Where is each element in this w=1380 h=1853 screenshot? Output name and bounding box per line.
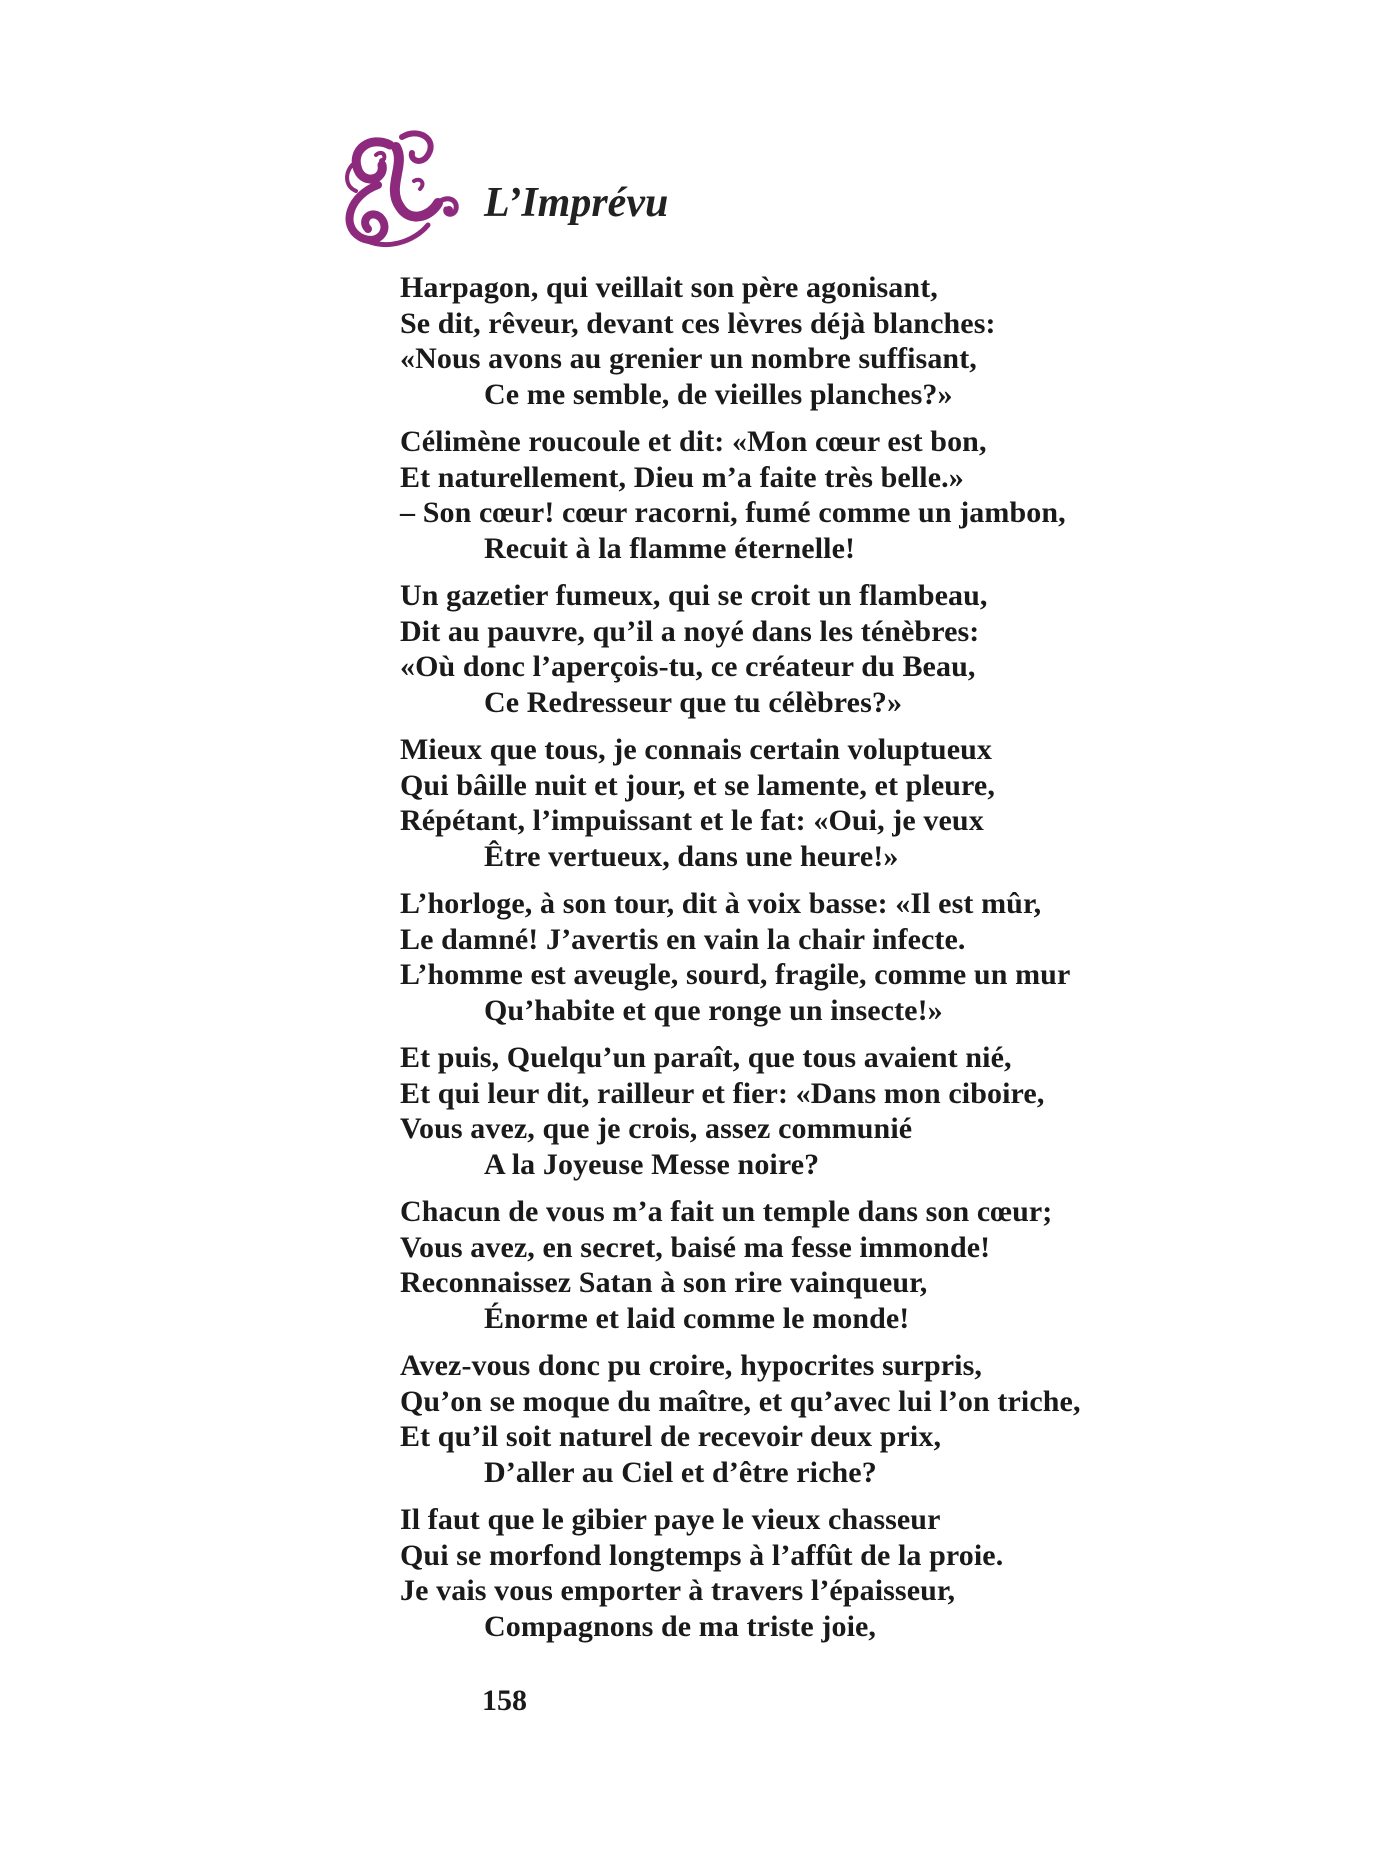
stanza [400, 270, 1340, 412]
verse-line: Avez-vous donc pu croire, hypocrites surpris, [400, 1349, 982, 1382]
verse-line: Célimène roucoule et dit: «Mon cœur est bon, [400, 425, 987, 458]
stanza [400, 1348, 1340, 1490]
poem-body [400, 270, 1340, 1656]
stanza [400, 732, 1340, 874]
verse-line: Qu’on se moque du maître, et qu’avec lui l’on triche, [400, 1384, 1081, 1418]
stanza [400, 578, 1340, 720]
verse-line: Je vais vous emporter à travers l’épaisseur, [400, 1574, 956, 1607]
verse-line: L’homme est aveugle, sourd, fragile, comme un mur [400, 958, 1071, 991]
verse-line: D’aller au Ciel et d’être riche? [484, 1455, 877, 1489]
verse-line: Un gazetier fumeux, qui se croit un flambeau, [400, 579, 988, 612]
verse-line: Qui se morfond longtemps à l’affût de la proie. [400, 1538, 1004, 1572]
verse-line: Il faut que le gibier paye le vieux chasseur [400, 1503, 941, 1536]
verse-line: Dit au pauvre, qu’il a noyé dans les ténèbres: [400, 614, 980, 648]
stanza [400, 424, 1340, 566]
verse-line: Vous avez, en secret, baisé ma fesse immonde! [400, 1230, 991, 1264]
stanza [400, 1040, 1340, 1182]
ornamental-initial-icon [330, 125, 470, 265]
verse-line: Être vertueux, dans une heure!» [484, 839, 899, 873]
stanza [400, 1194, 1340, 1336]
poem-title: L’Imprévu [484, 180, 669, 226]
verse-line: Harpagon, qui veillait son père agonisant, [400, 271, 938, 304]
verse-line: Et qu’il soit naturel de recevoir deux prix, [400, 1420, 942, 1453]
verse-line: «Nous avons au grenier un nombre suffisant, [400, 342, 977, 375]
verse-line: Et naturellement, Dieu m’a faite très belle.» [400, 460, 964, 494]
verse-line: Ce Redresseur que tu célèbres?» [484, 685, 903, 719]
verse-line: Chacun de vous m’a fait un temple dans son cœur; [400, 1195, 1053, 1228]
verse-line: «Où donc l’aperçois-tu, ce créateur du Beau, [400, 650, 976, 683]
verse-line: Compagnons de ma triste joie, [484, 1609, 877, 1643]
verse-line: Reconnaissez Satan à son rire vainqueur, [400, 1266, 928, 1299]
verse-line: Recuit à la flamme éternelle! [484, 531, 856, 565]
verse-line: L’horloge, à son tour, dit à voix basse: «Il est mûr, [400, 887, 1042, 920]
verse-line: Mieux que tous, je connais certain voluptueux [400, 733, 993, 766]
verse-line: Le damné! J’avertis en vain la chair infecte. [400, 922, 966, 956]
verse-line: Vous avez, que je crois, assez communié [400, 1112, 913, 1145]
stanza [400, 1502, 1340, 1644]
verse-line: Et puis, Quelqu’un paraît, que tous avaient nié, [400, 1041, 1012, 1074]
page-number: 158 [482, 1684, 527, 1717]
verse-line: Répétant, l’impuissant et le fat: «Oui, je veux [400, 804, 984, 837]
verse-line: A la Joyeuse Messe noire? [484, 1147, 820, 1181]
verse-line: Ce me semble, de vieilles planches?» [484, 377, 953, 411]
verse-line: – Son cœur! cœur racorni, fumé comme un jambon, [400, 496, 1066, 529]
verse-line: Se dit, rêveur, devant ces lèvres déjà blanches: [400, 306, 996, 340]
stanza [400, 886, 1340, 1028]
verse-line: Et qui leur dit, railleur et fier: «Dans mon ciboire, [400, 1076, 1045, 1110]
verse-line: Qu’habite et que ronge un insecte!» [484, 993, 943, 1027]
verse-line: Énorme et laid comme le monde! [484, 1301, 910, 1335]
verse-line: Qui bâille nuit et jour, et se lamente, et pleure, [400, 768, 995, 802]
